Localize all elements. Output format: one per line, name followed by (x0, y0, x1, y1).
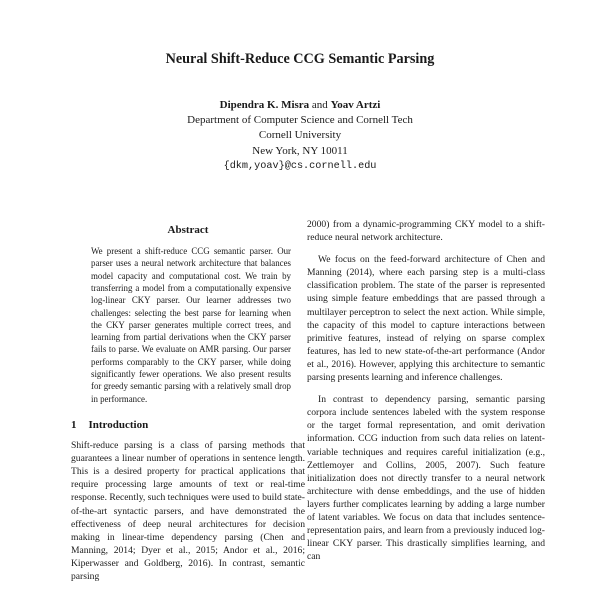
author-name-1: Dipendra K. Misra (219, 99, 310, 111)
paper-title: Neural Shift-Reduce CCG Semantic Parsing (165, 51, 435, 67)
affiliation-address: New York, NY 10011 (252, 144, 348, 157)
abstract-heading: Abstract (167, 224, 209, 236)
section-title: Introduction (88, 418, 149, 431)
intro-paragraph-3: In contrast to dependency parsing, semantic parsing corpora include sentences labeled with the system response or the target formal representation, and omit derivation information. CCG induction from such data relies on latent-variable techniques and requires careful initialization (e.g., Zettlemoyer and Collins, 2005, 2007). Such feature initialization does not directly transfer to a neural network architecture with dense embeddings, and the use of hidden layers further complicates learning by adding a large number of latent variables. We focus on data that includes sentence-representation pairs, and learn from a previously induced log-linear CKY parser. This drastically simplifies learning, and can (307, 394, 545, 563)
abstract-text: We present a shift-reduce CCG semantic parser. Our parser uses a neural network architecture that balances model capacity and computational cost. We train by transferring a model from a computationally expensive log-linear CKY parser. Our learner addresses two challenges: selecting the best parse for learning when the CKY parser generates multiple correct trees, and learning from partial derivations when the CKY parser fails to parse. We evaluate on AMR parsing. Our parser performs comparably to the CKY parser, while doing significantly fewer operations. We also present results for greedy semantic parsing with a relatively small drop in performance. (91, 246, 291, 404)
section-number: 1 (71, 418, 77, 431)
section-heading-introduction (71, 419, 305, 432)
author-name-2: Yoav Artzi (330, 99, 381, 111)
author-names (0, 98, 600, 113)
intro-paragraph-2: We focus on the feed-forward architecture of Chen and Manning (2014), where each parsing step is a multi-class classification problem. The state of the parser is represented using simple feature embeddings that are passed through a multilayer perceptron to select the next action. While simple, the capacity of this model to capture interactions between primitive features, instead of relying on sparse complex features, has led to new state-of-the-art performance (Andor et al., 2016). However, applying this architecture to semantic parsing presents learning and inference challenges. (307, 254, 545, 384)
left-column (71, 224, 305, 583)
author-email: {dkm,yoav}@cs.cornell.edu (223, 160, 377, 172)
intro-paragraph-continued: 2000) from a dynamic-programming CKY model to a shift-reduce neural network architecture. (307, 219, 545, 244)
right-column (307, 218, 545, 563)
intro-paragraph-1: Shift-reduce parsing is a class of parsing methods that guarantees a linear number of operations in sentence length. This is a desired property for practical applications that require processing large amounts of text or real-time response. Recently, such techniques were used to build state-of-the-art syntactic parsers, and have demonstrated the effectiveness of deep neural architectures for decision making in linear-time dependency parsing (Chen and Manning, 2014; Dyer et al., 2015; Andor et al., 2016; Kiperwasser and Goldberg, 2016). In contrast, semantic parsing (71, 440, 305, 582)
affiliation-department: Department of Computer Science and Cornell Tech (187, 114, 413, 127)
author-conjunction: and (311, 99, 328, 111)
affiliation-university: Cornell University (258, 129, 342, 142)
author-block (0, 98, 600, 174)
